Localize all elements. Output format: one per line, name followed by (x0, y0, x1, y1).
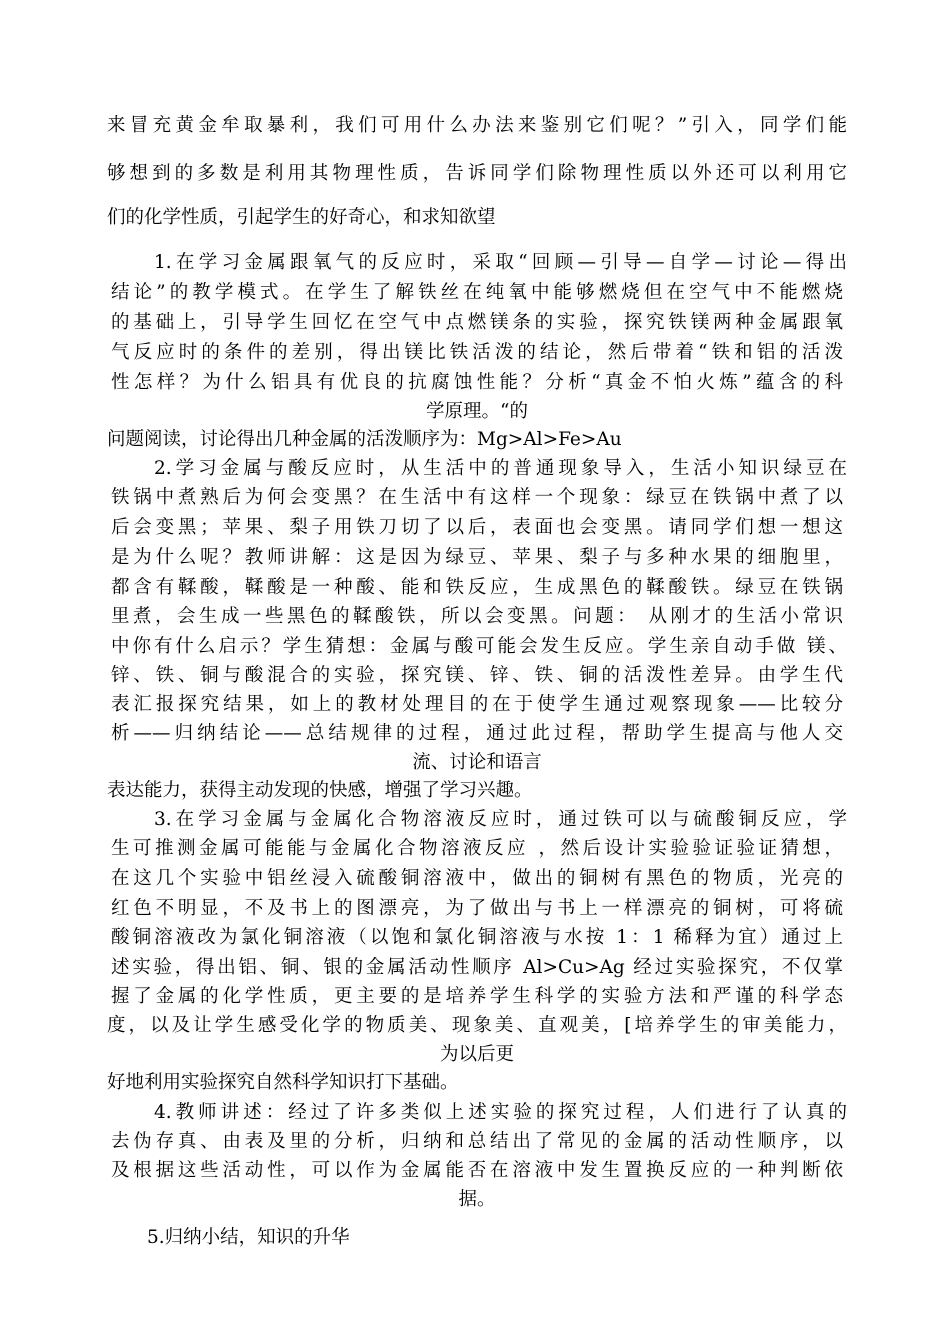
text-line: 红色不明显，不及书上的图漂亮，为了做出与书上一样漂亮的铜树，可将硫 (111, 898, 843, 919)
text-line: 述实验，得出铝、铜、银的金属活动性顺序 Al>Cu>Ag 经过实验探究，不仅掌 (111, 957, 843, 978)
text-line: 问题阅读，讨论得出几种金属的活泼顺序为：Mg>Al>Fe>Au (107, 429, 622, 450)
text-line: 度，以及让学生感受化学的物质美、现象美、直观美，[培养学生的审美能力， (107, 1015, 847, 1036)
text-line: 后会变黑；苹果、梨子用铁刀切了以后，表面也会变黑。请同学们想一想这 (111, 517, 843, 538)
text-line: 们的化学性质，引起学生的好奇心，和求知欲望 (107, 207, 496, 228)
text-line: 性怎样？为什么铝具有优良的抗腐蚀性能？分析“真金不怕火炼”蕴含的科 (111, 372, 843, 393)
text-line: 是为什么呢？教师讲解：这是因为绿豆、苹果、梨子与多种水果的细胞里， (111, 547, 843, 568)
text-line: 据。 (458, 1189, 496, 1210)
text-line: 1.在学习金属跟氧气的反应时，采取“回顾—引导—自学—讨论—得出 (154, 252, 847, 273)
text-line: 及根据这些活动性，可以作为金属能否在溶液中发生置换反应的一种判断依 (111, 1160, 843, 1181)
text-line: 气反应时的条件的差别，得出镁比铁活泼的结论，然后带着“铁和铝的活泼 (111, 342, 843, 363)
text-line: 去伪存真、由表及里的分析，归纳和总结出了常见的金属的活动性顺序，以 (111, 1131, 843, 1152)
text-line: 来冒充黄金牟取暴利，我们可用什么办法来鉴别它们呢？”引入，同学们能 (107, 115, 847, 136)
text-line: 3.在学习金属与金属化合物溶液反应时，通过铁可以与硫酸铜反应，学 (154, 809, 847, 830)
text-line: 表达能力，获得主动发现的快感，增强了学习兴趣。 (107, 780, 533, 801)
text-line: 2.学习金属与酸反应时，从生活中的普通现象导入，生活小知识绿豆在 (154, 458, 847, 479)
text-line: 生可推测金属可能能与金属化合物溶液反应 ，然后设计实验验证验证猜想， (111, 838, 843, 859)
text-line: 够想到的多数是利用其物理性质，告诉同学们除物理性质以外还可以利用它 (107, 163, 847, 184)
text-line: 学原理。“的 (426, 401, 528, 422)
text-line: 表汇报探究结果，如上的教材处理目的在于使学生通过观察现象——比较分 (111, 694, 843, 715)
text-line: 酸铜溶液改为氯化铜溶液（以饱和氯化铜溶液与水按 1：1 稀释为宜）通过上 (111, 927, 843, 948)
text-line: 5.归纳小结，知识的升华 (147, 1227, 350, 1248)
text-line: 结论”的教学模式。在学生了解铁丝在纯氧中能够燃烧但在空气中不能燃烧 (111, 282, 843, 303)
text-line: 握了金属的化学性质，更主要的是培养学生科学的实验方法和严谨的科学态 (111, 986, 843, 1007)
text-line: 锌、铁、铜与酸混合的实验，探究镁、锌、铁、铜的活泼性差异。由学生代 (111, 665, 843, 686)
text-line: 4.教师讲述：经过了许多类似上述实验的探究过程，人们进行了认真的 (154, 1102, 847, 1123)
text-line: 中你有什么启示？学生猜想：金属与酸可能会发生反应。学生亲自动手做 镁、 (111, 636, 847, 657)
text-line: 铁锅中煮熟后为何会变黑？在生活中有这样一个现象：绿豆在铁锅中煮了以 (111, 487, 843, 508)
text-line: 都含有鞣酸，鞣酸是一种酸、能和铁反应，生成黑色的鞣酸铁。绿豆在铁锅 (111, 577, 843, 598)
text-line: 流、讨论和语言 (412, 752, 542, 773)
text-line: 析——归纳结论——总结规律的过程，通过此过程，帮助学生提高与他人交 (111, 723, 843, 744)
text-line: 为以后更 (439, 1044, 514, 1065)
text-line: 在这几个实验中铝丝浸入硫酸铜溶液中，做出的铜树有黑色的物质，光亮的 (111, 868, 843, 889)
text-line: 好地利用实验探究自然科学知识打下基础。 (107, 1072, 459, 1093)
text-line: 里煮，会生成一些黑色的鞣酸铁，所以会变黑。问题： 从刚才的生活小常识 (111, 606, 843, 627)
text-line: 的基础上，引导学生回忆在空气中点燃镁条的实验，探究铁镁两种金属跟氧 (111, 312, 843, 333)
